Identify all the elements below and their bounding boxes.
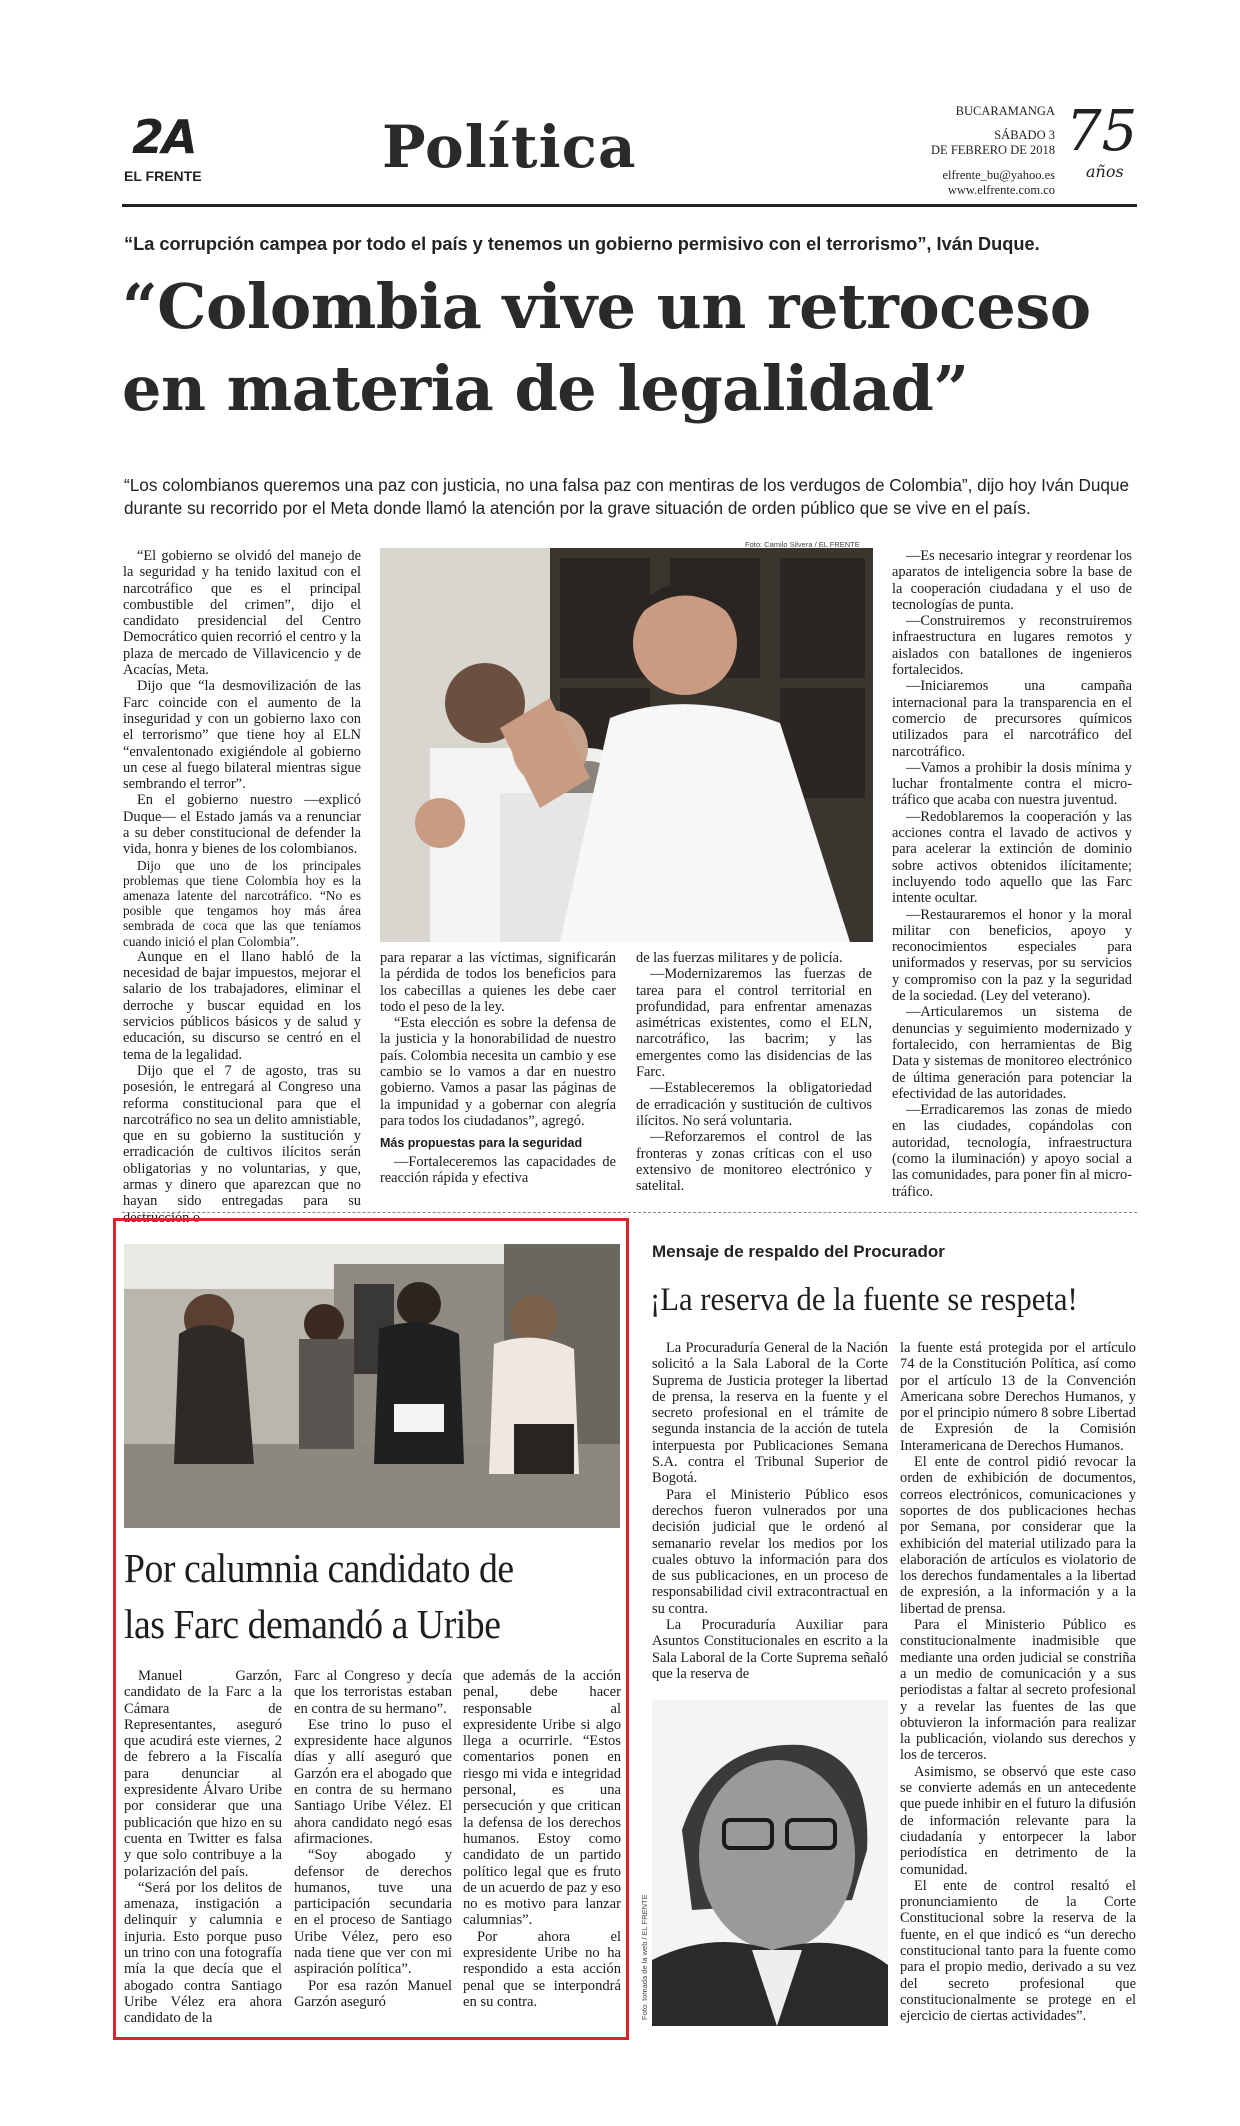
paragraph: para reparar a las víctimas, significarán la pérdida de todos los beneficios para los cabecillas a quienes les debe caer todo el peso de la ley. xyxy=(380,950,616,1015)
anniversary-number: 75 xyxy=(1066,99,1138,164)
paragraph: —Vamos a prohibir la dosis mínima y luchar frontalmente contra el micro- tráfico que acaba con nuestra juventud. xyxy=(892,759,1132,809)
farc-headline xyxy=(124,1540,584,1652)
dateline-block xyxy=(930,104,1055,198)
farc-column-2 xyxy=(294,1668,452,2010)
paragraph: —Estableceremos la obligatoriedad de erradicación y sustitución de cultivos ilícitos. No será voluntaria. xyxy=(636,1080,872,1129)
header-rule xyxy=(122,204,1137,207)
main-headline-line-2: en materia de legalidad” xyxy=(122,352,969,425)
paragraph: “Esta elección es sobre la defensa de la justicia y la honorabilidad de nuestro país. Colombia necesita un cambio y ese cambio se lo vamos a dar en nuestro gobierno. Vamos a pasar las páginas de la impunidad y a gobernar con alegría para todos los ciudadanos”, agregó. xyxy=(380,1015,616,1129)
anniversary-word: años xyxy=(1086,162,1124,181)
main-column-3 xyxy=(636,950,872,1194)
main-headline-line-1: “Colombia vive un retroceso xyxy=(122,270,1091,343)
paragraph: que además de la acción penal, debe hacer responsable al expresidente Uribe si algo llega a ocurrirle. “Estos comentarios ponen en riesgo mi vida e integridad personal, es una persecución y que critican la defensa de los derechos humanos. Estoy como candidato de un partido político legal que es fruto de un acuerdo de paz y eso no es motivo para lanzar calumnias”. xyxy=(463,1668,621,1929)
procurador-photo xyxy=(652,1700,888,2026)
paragraph: “Soy abogado y defensor de derechos humanos, tuve una participación secundaria en el proceso de Santiago Uribe Vélez, pero eso nada tiene que ver con mi aspiración política”. xyxy=(294,1847,452,1978)
page-number: 2A xyxy=(132,110,196,164)
procurador-kicker: Mensaje de respaldo del Procurador xyxy=(652,1242,945,1261)
paragraph: —Redoblaremos la cooperación y las acciones contra el lavado de activos y para acelerar la extinción de dominio sobre activos obtenidos ilícitamente; incluyendo todo aquello que las Farc intente ocultar. xyxy=(892,808,1132,907)
main-deck-line-2: durante su recorrido por el Meta donde llamó la atención por la grave situación de orden público que se vive en el país. xyxy=(124,498,1031,518)
procurador-photo-credit: Foto: tomada de la web / EL FRENTE xyxy=(640,1894,649,2020)
anniversary-logo xyxy=(1060,100,1140,192)
farc-headline-line-1: Por calumnia candidato de xyxy=(124,1545,514,1591)
paragraph: Para el Ministerio Público esos derechos fueron vulnerados por una decisión judicial que le ordenó al semanario revelar los medios por los cuales obtuvo la información para dos de sus publicaciones, en un proceso de responsabilidad civil extracontractual en su contra. xyxy=(652,1486,888,1617)
main-photo-credit: Foto: Camilo Silvera / EL FRENTE xyxy=(745,540,860,549)
farc-column-3 xyxy=(463,1668,621,2010)
paragraph: Farc al Congreso y decía que los terroristas estaban en contra de su hermano”. xyxy=(294,1668,452,1717)
paragraph: la fuente está protegida por el artículo 74 de la Constitución Política, así como por el artículo 13 de la Convención Americana sobre Derechos Humanos, y por el principio número 8 sobre Libertad de Expresión de la Comisión Interamericana de Derechos Humanos. xyxy=(900,1340,1136,1454)
paragraph: —Es necesario integrar y reordenar los aparatos de inteligencia sobre la base de la cooperación ciudadana y el uso de tecnologías de punta. xyxy=(892,548,1132,613)
website: www.elfrente.com.co xyxy=(947,183,1055,197)
paragraph: “El gobierno se olvidó del manejo de la seguridad y ha tenido laxitud con el narcotráfico que es el principal combustible del crimen”, dijo el candidato presidencial del Centro Democrático quien recorrió el centro y la plaza de mercado de Villavicencio y de Acacías, Meta. xyxy=(123,548,361,679)
duque-photo-illustration xyxy=(380,548,873,942)
paragraph: —Iniciaremos una campaña internacional para la transparencia en el comercio de precursores químicos utilizados para el narcotráfico del narcotráfico. xyxy=(892,678,1132,760)
duque-photo xyxy=(380,548,873,942)
main-headline xyxy=(122,266,1137,430)
garzon-photo xyxy=(124,1244,620,1528)
main-kicker: “La corrupción campea por todo el país y tenemos un gobierno permisivo con el terrorismo”, Iván Duque. xyxy=(124,234,1040,254)
farc-column-1 xyxy=(124,1668,282,2027)
main-column-2 xyxy=(380,950,616,1186)
paragraph: Dijo que el 7 de agosto, tras su posesión, le entregará al Congreso una reforma constitucional para que el narcotráfico no sea un delito amnistiable, que en su gobierno la sustitución y erradicación de cultivos ilícitos serán obligatorias y no voluntarias, y que, armas y dinero que aparezcan que no hayan sido entregadas para su destrucción o xyxy=(123,1062,361,1226)
paragraph: Para el Ministerio Público es constitucionalmente inadmisible que mediante una orden judicial se constriña a un medio de comunicación y a sus periodistas a faltar al secreto profesional y a revelar las fuentes de las que obtuvieron la información para realizar la publicación, violando sus derechos y los de terceros. xyxy=(900,1617,1136,1764)
paragraph: —Modernizaremos las fuerzas de tarea para el control territorial en profundidad, para enfrentar amenazas asimétricas existentes, como el ELN, narcotráfico, las bacrim; y las emergentes como las disidencias de las Farc. xyxy=(636,966,872,1081)
paragraph: —Construiremos y reconstruiremos infraestructura en lugares remotos y aislados con batallones de ingenieros fortalecidos. xyxy=(892,613,1132,679)
main-deck-line-1: “Los colombianos queremos una paz con justicia, no una falsa paz con mentiras de los verdugos de Colombia”, dijo hoy Iván Duque xyxy=(124,475,1130,495)
paragraph: Dijo que uno de los principales problemas que tiene Colombia hoy es la amenaza latente del narcotráfico. “No es posible que tengamos hoy más área sembrada de coca que las que teníamos cuando inició el plan Colombia”. xyxy=(123,857,361,949)
procurador-column-2 xyxy=(900,1340,1136,2024)
paragraph: Por esa razón Manuel Garzón aseguró xyxy=(294,1977,452,2010)
paragraph: El ente de control resaltó el pronunciamiento de la Corte Constitucional sobre la reserva de la fuente, en el que indicó es “un derecho constitucional tanto para la fuente como para el propio medio, derivado a su vez del secreto profesional que constitucionalmente se protege en el ejercicio de ciertas actividades”. xyxy=(900,1877,1136,2025)
main-deck xyxy=(124,474,1136,520)
paragraph: —Erradicaremos las zonas de miedo en las ciudades, copándolas con autoridad, tecnología, infraestructura (como la iluminación) y apoyo social a las comunidades, para poner fin al micro-tráfico. xyxy=(892,1102,1132,1200)
paragraph: Dijo que “la desmovilización de las Farc coincide con el aumento de la inseguridad y con un gobierno laxo con el terrorismo” que tiene hoy al ELN “envalentonado exigiéndole al gobierno un cese al fuego bilateral mientras sigue sembrando el terror”. xyxy=(123,678,361,793)
paragraph: Aunque en el llano habló de la necesidad de bajar impuestos, mejorar el salario de los trabajadores, eliminar el derroche y buscar equidad en los servicios públicos básicos y de salud y educación, su discurso se centró en el tema de la legalidad. xyxy=(123,948,361,1063)
procurador-headline: ¡La reserva de la fuente se respeta! xyxy=(650,1282,1078,1318)
main-column-1 xyxy=(123,548,361,1226)
section-title: Política xyxy=(382,113,637,181)
paragraph: Ese trino lo puso el expresidente hace algunos días y allí aseguró que Garzón era el abogado que en contra de su hermano Santiago Uribe Vélez. El ahora candidato negó esas afirmaciones. xyxy=(294,1716,452,1847)
email: elfrente_bu@yahoo.es xyxy=(942,168,1055,182)
date-line-2: DE FEBRERO DE 2018 xyxy=(931,143,1055,157)
paragraph: de las fuerzas militares y de policía. xyxy=(636,950,843,966)
paragraph: —Reforzaremos el control de las fronteras y zonas críticas con el uso extensivo de monitoreo electrónico y satelital. xyxy=(636,1129,872,1195)
paragraph: “Será por los delitos de amenaza, instigación a delinquir y calumnia e injuria. Esto porque puso un trino con una fotografía mía la que decía que el abogado contra Santiago Uribe Vélez era ahora candidato de la xyxy=(124,1879,282,2027)
paragraph: —Fortaleceremos las capacidades de reacción rápida y efectiva xyxy=(380,1153,616,1186)
main-column-4 xyxy=(892,548,1132,1200)
procurador-column-1 xyxy=(652,1340,888,1682)
paragraph: En el gobierno nuestro —explicó Duque— el Estado jamás va a renunciar a su deber constitucional de defender la vida, honra y bienes de los colombianos. xyxy=(123,792,361,858)
paragraph: Por ahora el expresidente Uribe no ha respondido a esta acción penal que se interpondrá en su contra. xyxy=(463,1928,621,2010)
garzon-photo-illustration xyxy=(124,1244,620,1528)
section-divider xyxy=(122,1212,1137,1213)
paragraph: —Articularemos un sistema de denuncias y seguimiento modernizado y fortalecido, con herramientas de Big Data y sistemas de monitoreo electrónico de última generación para potenciar la efectividad de las autoridades. xyxy=(892,1004,1132,1102)
paragraph: Manuel Garzón, candidato de la Farc a la Cámara de Representantes, aseguró que acudirá este viernes, 2 de febrero a la Fiscalía para denunciar al expresidente Álvaro Uribe por considerar que una publicación que hizo en su cuenta en Twitter es falsa y que solo contribuye a la polarización del país. xyxy=(124,1668,282,1880)
farc-headline-line-2: las Farc demandó a Uribe xyxy=(124,1601,501,1647)
paper-name: EL FRENTE xyxy=(124,168,202,184)
procurador-photo-illustration xyxy=(652,1700,888,2026)
subhead: Más propuestas para la seguridad xyxy=(380,1136,583,1151)
paragraph: El ente de control pidió revocar la orden de exhibición de documentos, correos electrónicos, comunicaciones y soportes de dos publicaciones hechas por Semana, por considerar que la exhibición del material utilizado para la elaboración de artículos es violatorio de los derechos fundamentales a la libertad de expresión, a la información y a la libertad de prensa. xyxy=(900,1454,1136,1617)
paragraph: La Procuraduría Auxiliar para Asuntos Constitucionales en escrito a la Sala Laboral de la Corte Suprema señaló que la reserva de xyxy=(652,1617,888,1682)
paragraph: Asimismo, se observó que este caso se convierte además en un antecedente que puede inhibir en el futuro la difusión de información relevante para la ciudadanía y entorpecer la labor periodística en detrimento de la comunidad. xyxy=(900,1763,1136,1878)
city: BUCARAMANGA xyxy=(955,104,1055,118)
paragraph: La Procuraduría General de la Nación solicitó a la Sala Laboral de la Corte Suprema de Justicia proteger la libertad de prensa, la reserva en la fuente y el secreto profesional en el trámite de segunda instancia de la acción de tutela interpuesta por Publicaciones Semana S.A. contra el Tribunal Superior de Bogotá. xyxy=(652,1340,888,1487)
paragraph: —Restauraremos el honor y la moral militar con beneficios, apoyo y reconocimientos especiales para uniformados y reservas, por su servicios y compromiso con la paz y la seguridad de la sociedad. (Ley del veterano). xyxy=(892,906,1132,1005)
date-line-1: SÁBADO 3 xyxy=(994,128,1055,142)
